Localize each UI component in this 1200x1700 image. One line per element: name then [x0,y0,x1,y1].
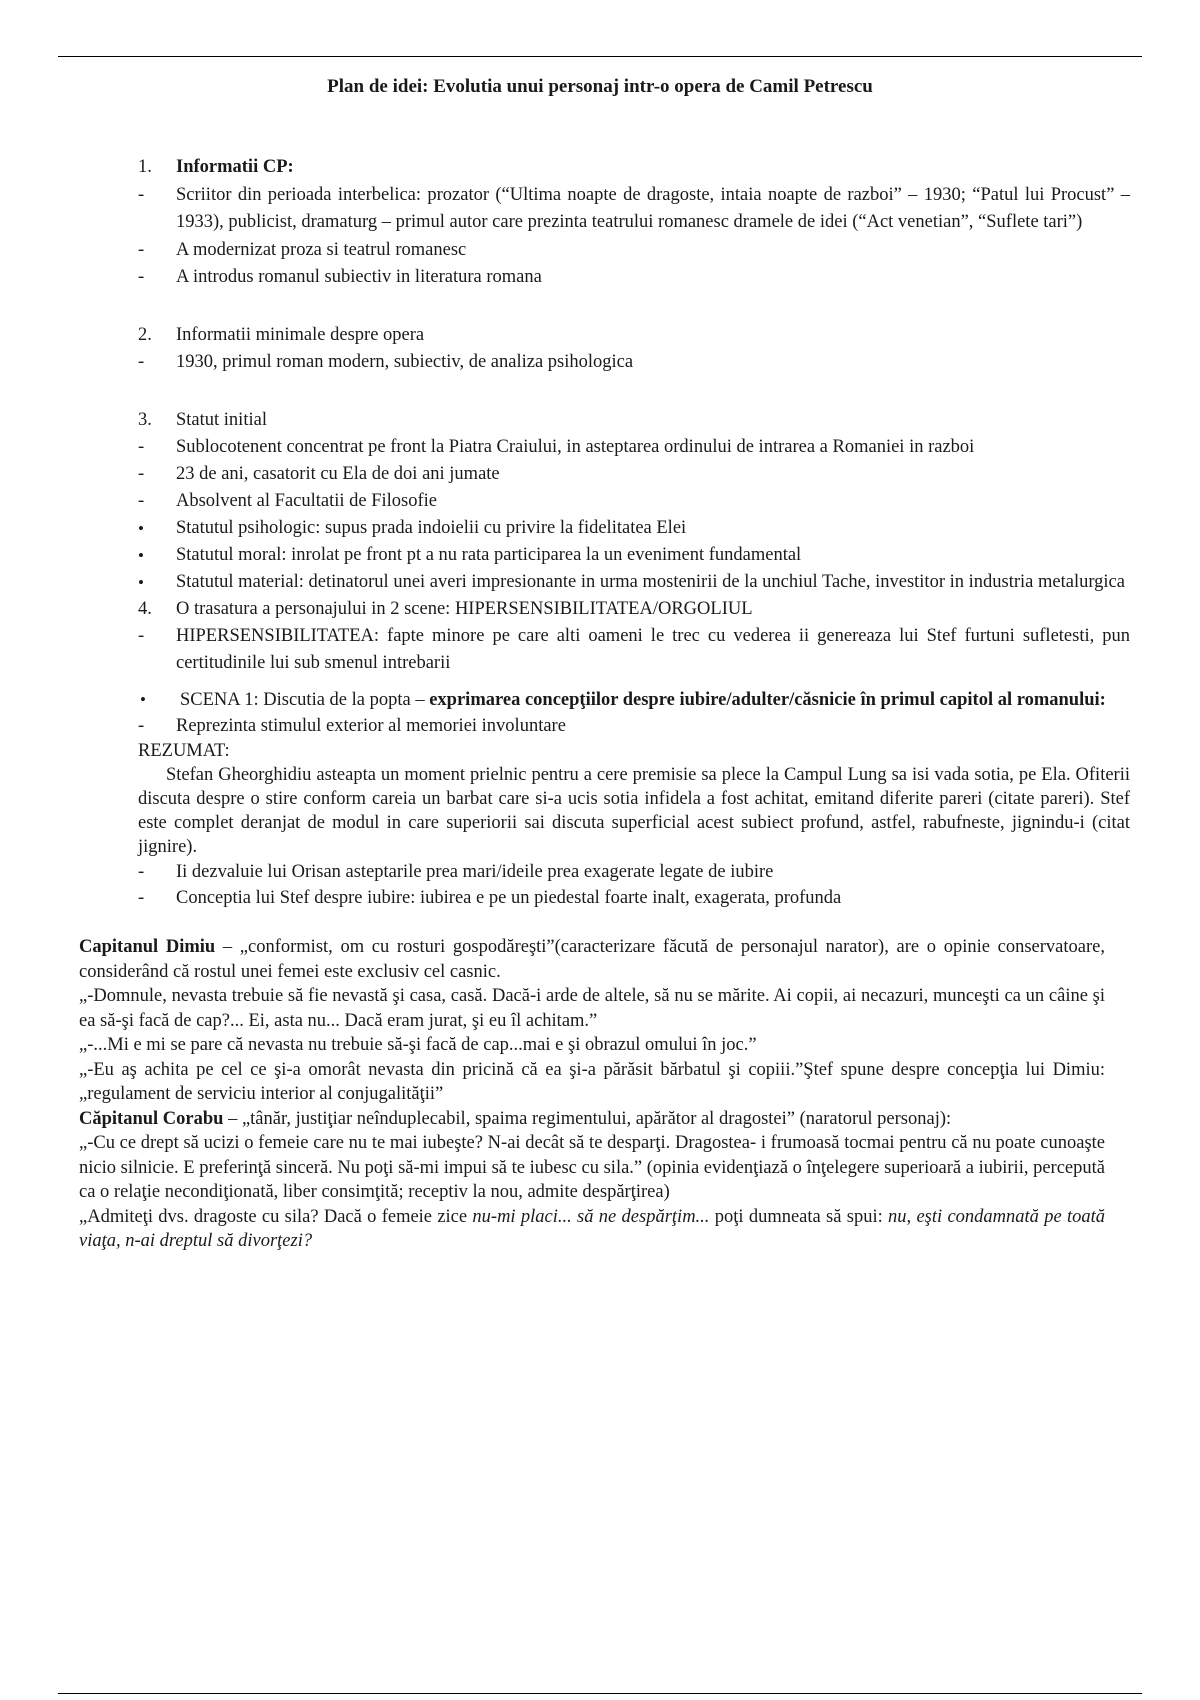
quote-italic: nu-mi placi... să ne despărţim... [472,1206,710,1227]
quote-text: poţi dumneata să spui: [709,1206,889,1227]
section-1-heading [108,154,1130,182]
bullet-item-text: Statutul material: detinatorul unei averi impresionante in urma mostenirii de la unchiul Tache, investitor in industria metalurgica [176,572,1125,592]
corabu-name: Căpitanul Corabu [79,1108,224,1129]
list-item [108,713,1130,739]
section-title: Informatii CP: [176,157,294,177]
section-number: 2. [138,324,152,345]
section-title: O trasatura a personajului in 2 scene: HIPERSENSIBILITATEA/ORGOLIUL [176,599,753,619]
list-item [108,623,1130,677]
section-number: 3. [138,409,152,430]
dash-marker: - [138,491,145,511]
list-item-text: 1930, primul roman modern, subiectiv, de analiza psihologica [176,352,634,372]
list-item [108,434,1130,461]
list-item-text: Conceptia lui Stef despre iubire: iubirea e pe un piedestal foarte inalt, exagerata, profunda [176,888,842,908]
bullet-marker: • [140,690,146,709]
dash-marker: - [138,862,145,882]
dash-marker: - [138,267,145,287]
dash-marker: - [138,626,145,646]
list-item [108,488,1130,515]
corabu-quote-1: „-Cu ce drept să ucizi o femeie care nu te mai iubeşte? N-ai decât să te desparţi. Dragostea- i frumoasă tocmai pentru că nu poate cunoaşte nicio silnicie. E preferinţă sinceră. Nu poţi să-mi impui să te iubesc cu sila.” (opinia evidenţiază o înţelegere superioară a iubirii, percepută ca o relaţie necondiţionată, liber consimţită; receptiv la nou, admite despărţirea) [79,1133,1105,1202]
section-number: 4. [138,599,152,619]
dimiu-quote-2: „-...Mi e mi se pare că nevasta nu trebuie să-şi facă de cap...mai e şi obrazul omului în joc.” [79,1035,757,1055]
section-number: 1. [138,157,152,177]
section-4-heading [108,596,1130,623]
list-item [108,349,1130,377]
bottom-rule [58,1693,1142,1694]
corabu-paragraph [79,1107,1105,1132]
list-item [108,859,1130,885]
section-title: Statut initial [176,409,267,430]
top-rule [58,56,1142,57]
bullet-item [108,542,1130,569]
dash-marker: - [138,464,145,484]
list-item-text: Reprezinta stimulul exterior al memoriei involuntare [176,716,566,736]
section-title: Informatii minimale despre opera [176,324,425,345]
list-item [108,182,1130,237]
list-item-text: A modernizat proza si teatrul romanesc [176,239,467,260]
list-item-text: HIPERSENSIBILITATEA: fapte minore pe care alti oameni le trec cu vederea ii genereaza lui Stef furtuni sufletesti, pun certitudinile lui sub smenul intrebarii [176,626,1130,673]
list-item [108,461,1130,488]
bullet-item [108,515,1130,542]
list-item [108,264,1130,292]
dash-marker: - [138,184,145,205]
dimiu-description: – „conformist, om cu rosturi gospodăreşti”(caracterizare făcută de personajul narator), are o opinie conservatoare, considerând că rostul unei femei este exclusiv cel casnic. [79,937,1105,982]
document-title: Plan de idei: Evolutia unui personaj intr-o opera de Camil Petrescu [327,76,873,97]
dash-marker: - [138,888,145,908]
rezumat-label: REZUMAT: [138,741,230,761]
corabu-description: – „tânăr, justiţiar neînduplecabil, spaima regimentului, apărător al dragostei” (naratorul personaj): [223,1108,952,1129]
list-item-text: Absolvent al Facultatii de Filosofie [176,491,438,511]
dimiu-quote-1: „-Domnule, nevasta trebuie să fie nevastă şi casa, casă. Dacă-i arde de altele, să nu se mărite. Ai copii, ai necazuri, munceşti ca un câine şi ea să-şi facă de cap?... Ei, asta nu... Dacă eram jurat, şi eu îl achitam.” [79,986,1105,1031]
scene-1-heading [108,687,1130,713]
dash-marker: - [138,239,145,260]
dash-marker: - [138,437,145,457]
corabu-quote-2 [79,1205,1105,1254]
bullet-item-text: Statutul moral: inrolat pe front pt a nu rata participarea la un eveniment fundamental [176,545,802,565]
bullet-item [108,569,1130,596]
list-item-text: Sublocotenent concentrat pe front la Piatra Craiului, in asteptarea ordinului de intrarea a Romaniei in razboi [176,437,975,457]
section-3-heading [108,407,1130,435]
bullet-marker: • [138,546,144,565]
list-item-text: Ii dezvaluie lui Orisan asteptarile prea mari/ideile prea exagerate legate de iubire [176,862,774,882]
dimiu-quote-3: „-Eu aş achita pe cel ce şi-a omorât nevasta din pricină că ea şi-a părăsit bărbatul şi copiii.”Ştef spune despre concepţia lui Dimiu: „regulament de serviciu interior al conjugalităţii” [79,1059,1105,1104]
dimiu-paragraph [79,935,1105,984]
document-body [79,154,1130,1254]
section-2-heading [108,322,1130,350]
bullet-marker: • [138,573,144,592]
list-item-text: Scriitor din perioada interbelica: prozator (“Ultima noapte de dragoste, intaia noapte de razboi” – 1930; “Patul lui Procust” – 1933), publicist, dramaturg – primul autor care prezinta teatrului romanesc dramele de idei (“Act venetian”, “Suflete tari”) [176,184,1130,232]
bullet-marker: • [138,519,144,538]
scene-label-bold: exprimarea concepţiilor despre iubire/adulter/căsnicie în primul capitol al romanului: [429,690,1106,710]
quote-italic: nu, eşti condamnată pe toată viaţa, n-ai dreptul să divorţezi? [79,1206,1106,1251]
list-item-text: A introdus romanul subiectiv in literatura romana [176,267,542,287]
dimiu-name: Capitanul Dimiu [79,937,216,957]
dash-marker: - [138,352,145,372]
dash-marker: - [138,716,145,736]
bullet-item-text: Statutul psihologic: supus prada indoielii cu privire la fidelitatea Elei [176,518,687,538]
scene-label: SCENA 1: Discutia de la popta – [180,690,430,710]
quote-text: „Admiteţi dvs. dragoste cu sila? Dacă o femeie zice [79,1206,473,1227]
list-item [108,885,1130,911]
rezumat-paragraph: Stefan Gheorghidiu asteapta un moment prielnic pentru a cere premisie sa plece la Campul Lung sa isi vada sotia, pe Ela. Ofiterii discuta despre o stire conform careia un barbat care si-a ucis sotia infidela a fost achitat, emitand diferite pareri (citate pareri). Stef este complet deranjat de modul in care superiorii sai discuta superficial acest subiect profund, astfel, rabufneste, jignindu-i (citat jignire). [138,765,1130,857]
list-item [108,237,1130,265]
list-item-text: 23 de ani, casatorit cu Ela de doi ani jumate [176,464,500,484]
